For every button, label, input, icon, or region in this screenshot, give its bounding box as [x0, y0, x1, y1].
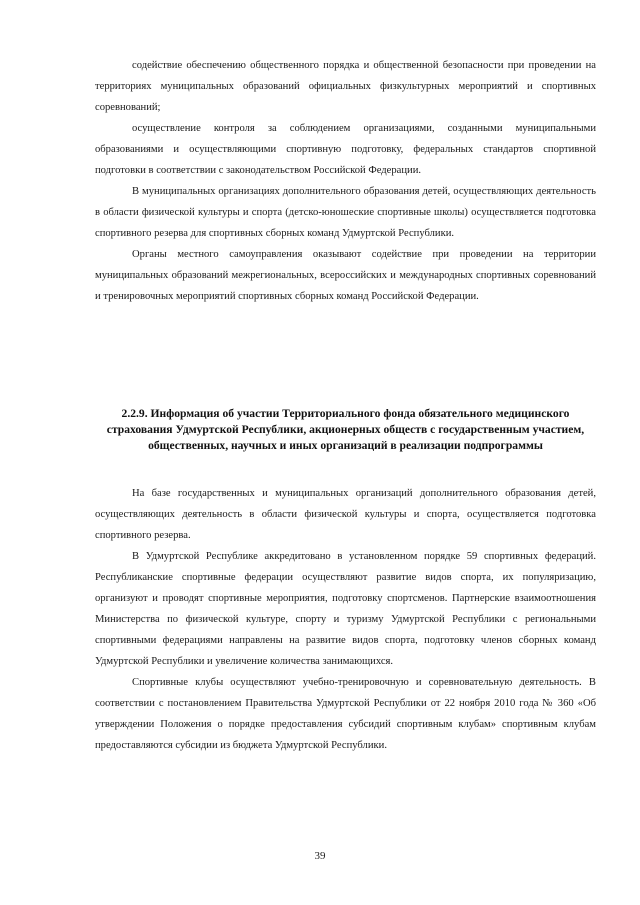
page-number: 39 — [314, 850, 326, 862]
paragraph-sports-clubs: Спортивные клубы осуществляют учебно-тренировочную и соревновательную деятельность. В соответствии с постановлением Правительства Удмуртской Республики от 22 ноября 2010 года № 360 «Об утверждении Положения о порядке предоставления субсидий спортивным клубам» спортивным клубам предоставляются субсидии из бюджета Удмуртской Республики. — [95, 677, 596, 751]
paragraph-public-order: содействие обеспечению общественного порядка и общественной безопасности при проведении на территориях муниципальных образований официальных физкультурных мероприятий и спортивных соревнований; — [95, 60, 596, 113]
body-text-block — [95, 483, 596, 756]
paragraph-sports-schools: В муниципальных организациях дополнительного образования детей, осуществляющих деятельность в области физической культуры и спорта (детско-юношеские спортивные школы) осуществляется подготовка спортивного резерва для спортивных сборных команд Удмуртской Республики. — [95, 186, 596, 239]
paragraph-control-standards: осуществление контроля за соблюдением организациями, созданными муниципальными образованиями и осуществляющими спортивную подготовку, федеральных стандартов спортивной подготовки в соответствии с законодательством Российской Федерации. — [95, 123, 596, 176]
section-heading: 2.2.9. Информация об участии Территориального фонда обязательного медицинского страхования Удмуртской Республики, акционерных обществ с государственным участием, общественных, научных и иных организаций в реализации подпрограммы — [106, 407, 585, 452]
paragraph-sports-federations: В Удмуртской Республике аккредитовано в установленном порядке 59 спортивных федераций. Республиканские спортивные федерации осуществляют развитие видов спорта, их популяризацию, организуют и проводят спортивные мероприятия, подготовку спортсменов. Партнерские взаимоотношения Министерства по физической культуре, спорту и туризму Удмуртской Республики с региональными спортивными федерациями направлены на развитие видов спорта, подготовку членов сборных команд Удмуртской Республики и увеличение количества занимающихся. — [95, 551, 596, 667]
paragraph-reserve-training: На базе государственных и муниципальных организаций дополнительного образования детей, осуществляющих деятельность в области физической культуры и спорта, осуществляется подготовка спортивного резерва. — [95, 488, 596, 541]
top-text-block — [95, 55, 596, 307]
paragraph-local-government: Органы местного самоуправления оказывают содействие при проведении на территории муниципальных образований межрегиональных, всероссийских и международных спортивных соревнований и тренировочных мероприятий спортивных сборных команд Российской Федерации. — [95, 249, 596, 302]
